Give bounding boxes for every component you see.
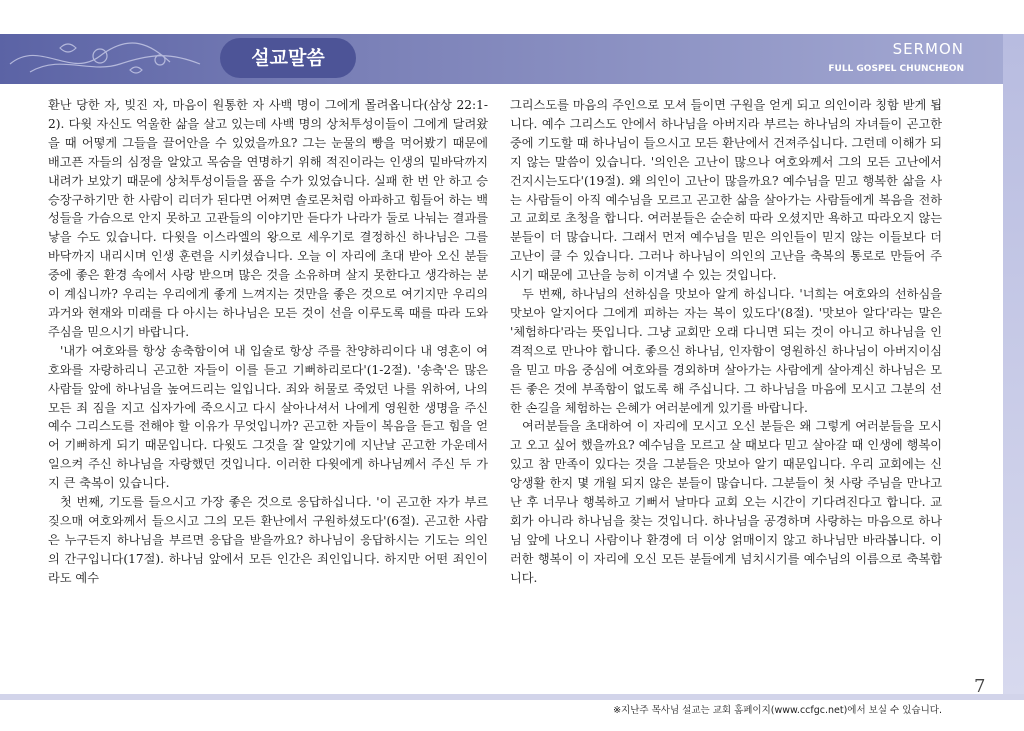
page-number: 7 bbox=[974, 676, 986, 697]
right-text-column bbox=[510, 96, 942, 688]
section-label: SERMON bbox=[892, 40, 964, 58]
paragraph: 그리스도를 마음의 주인으로 모셔 들이면 구원을 얻게 되고 의인이라 칭함 받게 됩니다. 예수 그리스도 안에서 하나님을 아버지라 부르는 하나님의 자녀들이 곤고한 중에 기도할 때 하나님이 들으시고 모든 환난에서 건져주십니다. 그런데 이해가 되지 않는 말씀이 있습니다. '의인은 고난이 많으나 여호와께서 그의 모든 고난에서 건지시는도다'(19절). 왜 의인이 고난이 많을까요? 예수님을 믿고 행복한 삶을 사는 사람들이 아직 예수님을 모르고 곤고한 삶을 살아가는 사람들에게 복음을 전하고 교회로 초청을 합니다. 여러분들은 순순히 따라 오셨지만 욕하고 따라오지 않는 분들이 더 많습니다. 그래서 먼저 예수님을 믿은 의인들이 믿지 않는 이들보다 더 고난이 클 수 있습니다. 그러나 하나님이 의인의 고난을 축복의 통로로 만들어 주시기 때문에 고난을 능히 이겨낼 수 있는 것입니다. bbox=[510, 98, 942, 283]
church-label: FULL GOSPEL CHUNCHEON bbox=[828, 64, 964, 74]
paragraph: '내가 여호와를 항상 송축함이여 내 입술로 항상 주를 찬양하리이다 내 영혼이 여호와를 자랑하리니 곤고한 자들이 이를 듣고 기뻐하리로다'(1-2절). '송축'은 많은 사람들 앞에 하나님을 높여드리는 일입니다. 죄와 허물로 죽었던 나를 위하여, 나의 모든 죄 짐을 지고 십자가에 죽으시고 다시 살아나셔서 나에게 영원한 생명을 주신 예수 그리스도를 전해야 할 이유가 무엇입니까? 곤고한 자들이 복음을 듣고 힘을 얻어 기뻐하게 되기 때문입니다. 다윗도 그것을 잘 알았기에 지난날 곤고한 가운데서 일으켜 주신 하나님을 자랑했던 것입니다. 이러한 다윗에게 하나님께서 주신 두 가지 큰 축복이 있습니다. bbox=[48, 343, 488, 491]
top-margin bbox=[0, 0, 1024, 34]
paragraph: 환난 당한 자, 빚진 자, 마음이 원통한 자 사백 명이 그에게 몰려옵니다(삼상 22:1-2). 다윗 자신도 억울한 삶을 살고 있는데 사백 명의 상처투성이들이 그에게 달려왔을 때 어떻게 그들을 끌어안을 수 있었을까요? 그는 눈물의 빵을 먹어봤기 때문에 배고픈 자들의 심정을 알았고 목숨을 연명하기 위해 적진이라는 인생의 밑바닥까지 내려가 보았기 때문에 상처투성이들을 품을 수가 있었습니다. 실패 한 번 안 하고 승승장구하기만 한 사람이 리더가 된다면 어쩌면 솔로몬처럼 아파하고 힘들어 하는 백성들을 가슴으로 안지 못하고 고관들의 이야기만 듣다가 나라가 둘로 나눠는 결과를 낳을 수도 있습니다. 다윗을 이스라엘의 왕으로 세우기로 결정하신 하나님은 그를 바닥까지 내리시며 인생 훈련을 시키셨습니다. 오늘 이 자리에 초대 받아 오신 분들 중에 좋은 환경 속에서 사랑 받으며 많은 것을 소유하며 살지 못한다고 생각하는 분이 계십니까? 우리는 우리에게 좋게 느껴지는 것만을 좋은 것으로 여기지만 우리의 과거와 현재와 미래를 다 아시는 하나님은 모든 것이 선을 이루도록 때를 따라 도와주심을 믿으시기 바랍니다. bbox=[48, 98, 488, 339]
page-title: 설교말씀 bbox=[251, 47, 325, 69]
left-text-column bbox=[48, 96, 488, 688]
right-edge-strip bbox=[1003, 34, 1024, 694]
paragraph: 두 번째, 하나님의 선하심을 맛보아 알게 하십니다. '너희는 여호와의 선하심을 맛보아 알지어다 그에게 피하는 자는 복이 있도다'(8절). '맛보아 알다'라는 말은 '체험하다'라는 뜻입니다. 그냥 교회만 오래 다니면 되는 것이 아니고 하나님을 인격적으로 만나야 합니다. 좋으신 하나님, 인자함이 영원하신 하나님이 아버지이심을 믿고 마음 중심에 여호와를 경외하며 살아가는 사람에게 살아계신 하나님은 모든 좋은 것에 부족함이 없도록 해 주십니다. 그 하나님을 마음에 모시고 그분의 선한 손길을 체험하는 은혜가 여러분에게 있기를 바랍니다. bbox=[510, 287, 942, 415]
bottom-band bbox=[0, 694, 1024, 700]
footnote: ※지난주 목사님 설교는 교회 홈페이지(www.ccfgc.net)에서 보실 수 있습니다. bbox=[613, 705, 942, 716]
paragraph: 첫 번째, 기도를 들으시고 가장 좋은 것으로 응답하십니다. '이 곤고한 자가 부르짖으매 여호와께서 들으시고 그의 모든 환난에서 구원하셨도다'(6절). 곤고한 사람은 누구든지 하나님을 부르면 응답을 받을까요? 하나님이 응답하시는 기도는 의인의 간구입니다(17절). 하나님 앞에서 모든 인간은 죄인입니다. 하지만 어떤 죄인이라도 예수 bbox=[48, 495, 488, 585]
paragraph: 여러분들을 초대하여 이 자리에 모시고 오신 분들은 왜 그렇게 여러분들을 모시고 오고 싶어 했을까요? 예수님을 모르고 살 때보다 믿고 살아갈 때 인생에 행복이 있고 참 만족이 있다는 것을 그분들은 맛보아 알기 때문입니다. 우리 교회에는 신앙생활 한지 몇 개월 되지 않은 분들이 많습니다. 그분들이 첫 사랑 주님을 만나고 난 후 너무나 행복하고 기뻐서 날마다 교회 오는 시간이 기다려진다고 합니다. 교회가 아니라 하나님을 찾는 것입니다. 하나님을 공경하며 사랑하는 마음으로 하나님 앞에 나오니 사람이나 환경에 더 이상 얽매이지 않고 하나님만 바라봅니다. 이러한 행복이 이 자리에 오신 모든 분들에게 넘치시기를 예수님의 이름으로 축복합니다. bbox=[510, 419, 942, 585]
